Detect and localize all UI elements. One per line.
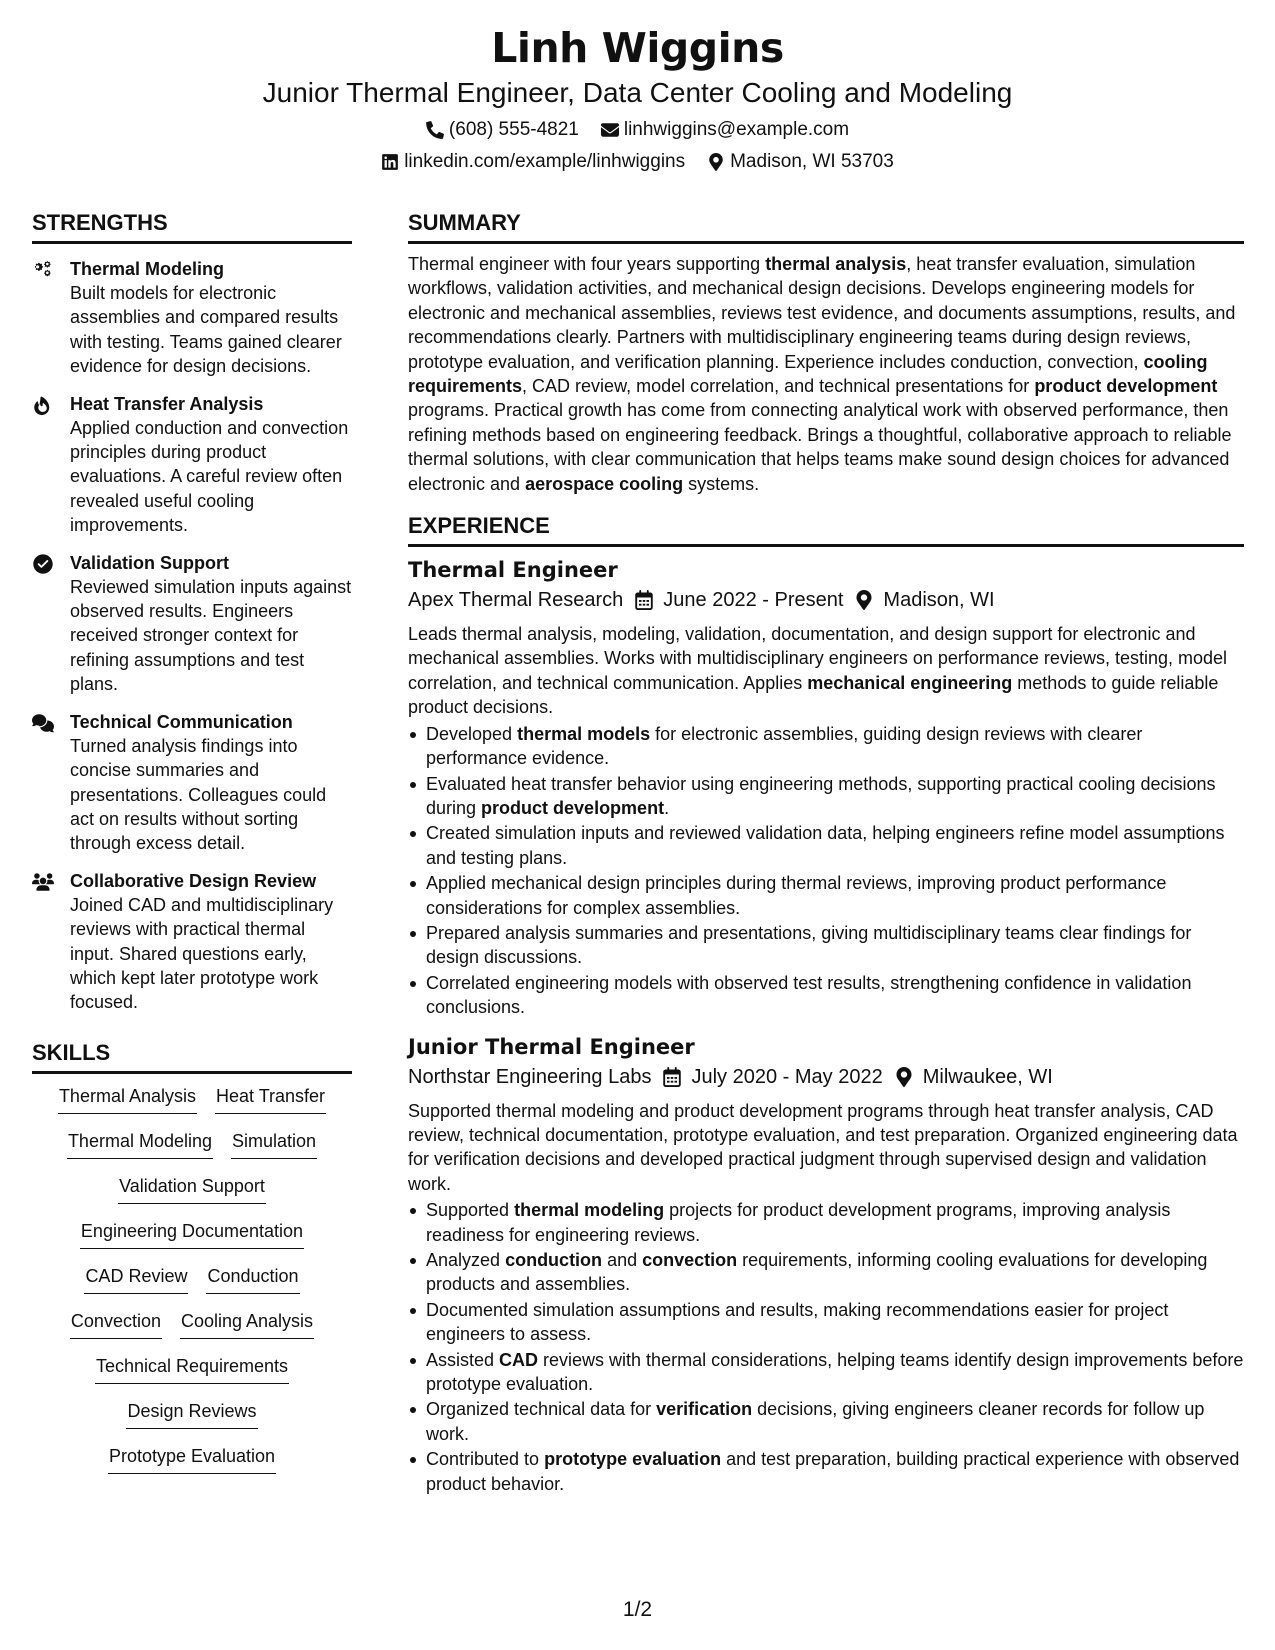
bold-keyword: thermal modeling (514, 1200, 665, 1221)
strength-desc: Built models for electronic assemblies and compared results with testing. Teams gained clearer evidence for design decisions. (70, 283, 342, 377)
map-pin-icon (895, 1067, 913, 1087)
skill-tag: Simulation (231, 1129, 317, 1159)
skill-row (32, 1444, 352, 1489)
text-run: Contributed to (426, 1449, 545, 1470)
skill-row (32, 1129, 352, 1174)
text-run: , heat transfer evaluation, simulation workflows, validation activities, and mechanical design decisions. Develops engineering models for electronic and mechanical assemblies, reviews test evidence, and documents assumptions, results, and recommendations clearly. Partners with multidisciplinary engineering teams during design reviews, prototype evaluation, and verification planning. Experience includes conduction, convection, (408, 254, 1236, 372)
bullet-item (408, 971, 1244, 1020)
job-entry (408, 1032, 1244, 1497)
skill-row (32, 1084, 352, 1129)
map-pin-icon (855, 590, 873, 610)
bold-keyword: convection (642, 1250, 738, 1270)
skill-row (32, 1354, 352, 1399)
skill-row (32, 1174, 352, 1219)
strength-item (32, 551, 352, 697)
job-meta (408, 1063, 1244, 1091)
text-run: . (664, 797, 670, 818)
bullet-item (408, 722, 1244, 771)
text-run: Correlated engineering models with observed test results, strengthening confidence in validation conclusions. (426, 972, 1192, 1018)
summary-heading: SUMMARY (408, 209, 1244, 244)
skill-tag: Cooling Analysis (180, 1309, 314, 1339)
strengths-heading: STRENGTHS (32, 209, 352, 244)
job-dates: June 2022 - Present (663, 589, 844, 612)
flame-icon (32, 395, 54, 415)
candidate-headline: Junior Thermal Engineer, Data Center Cooling and Modeling (262, 77, 1013, 108)
company-name: Northstar Engineering Labs (408, 1065, 652, 1088)
bullet-item (408, 1397, 1244, 1446)
bullet-item (408, 1348, 1244, 1397)
text-run: decisions, giving engineers cleaner records for follow up work. (426, 1399, 1205, 1444)
phone-icon (426, 121, 444, 139)
text-run: Evaluated heat transfer behavior using engineering methods, supporting practical cooling decisions during (426, 773, 1216, 818)
strength-title: Thermal Modeling (70, 259, 225, 279)
strength-title: Technical Communication (70, 711, 293, 732)
strength-desc: Turned analysis findings into concise summaries and presentations. Colleagues could act on results without sorting through excess detail. (70, 735, 327, 854)
users-icon (32, 872, 54, 892)
text-run: Assisted (426, 1349, 500, 1370)
summary-text (408, 252, 1244, 496)
text-run: Supported thermal modeling and product development programs through heat transfer analysis, CAD review, technical documentation, prototype evaluation, and test preparation. Organized engineering data for verification decisions and developed practical judgment through supervised design and validation work. (408, 1100, 1238, 1194)
job-title: Thermal Engineer (408, 558, 618, 583)
phone-contact[interactable] (426, 118, 579, 142)
email-text: linhwiggins@example.com (623, 119, 850, 140)
left-column (32, 209, 352, 1489)
bold-keyword: product development (1034, 376, 1218, 397)
strength-title: Validation Support (70, 552, 230, 573)
bold-keyword: aerospace cooling (525, 473, 684, 494)
linkedin-contact[interactable] (381, 150, 685, 174)
skill-tag: CAD Review (84, 1264, 188, 1294)
skills-list (32, 1084, 352, 1489)
bold-keyword: thermal models (517, 723, 651, 744)
job-bullets (408, 1198, 1244, 1496)
strength-item (32, 869, 352, 1015)
skill-tag: Conduction (206, 1264, 299, 1294)
skill-tag: Thermal Modeling (67, 1129, 213, 1159)
skills-section (32, 1039, 352, 1489)
bullet-item (408, 1447, 1244, 1496)
resume-header (0, 22, 1275, 174)
bullet-item (408, 871, 1244, 920)
text-run: Documented simulation assumptions and results, making recommendations easier for project engineers to assess. (426, 1299, 1169, 1345)
text-run: requirements, informing cooling evaluations for developing products and assemblies. (426, 1250, 1208, 1295)
phone-text: (608) 555-4821 (448, 119, 579, 140)
skill-tag: Engineering Documentation (80, 1219, 304, 1249)
strength-title: Collaborative Design Review (70, 870, 317, 891)
skill-row (32, 1219, 352, 1264)
text-run: Created simulation inputs and reviewed validation data, helping engineers refine model assumptions and testing plans. (426, 823, 1225, 868)
skill-tag: Heat Transfer (215, 1084, 326, 1114)
calendar-icon (635, 590, 653, 610)
check-circle-icon (32, 554, 54, 574)
text-run: Thermal engineer with four years supporting (408, 254, 766, 274)
job-location: Madison, WI (883, 589, 995, 612)
skill-tag: Design Reviews (126, 1399, 257, 1429)
job-description (408, 622, 1244, 720)
job-description (408, 1099, 1244, 1197)
bullet-item (408, 921, 1244, 970)
bullet-item (408, 1248, 1244, 1297)
skill-row (32, 1399, 352, 1444)
linkedin-icon (381, 153, 399, 171)
skills-heading: SKILLS (32, 1039, 352, 1074)
bold-keyword: conduction (505, 1250, 603, 1270)
strength-item (32, 392, 352, 538)
text-run: systems. (683, 473, 760, 494)
bold-keyword: cooling requirements (408, 351, 1208, 397)
map-pin-icon (707, 153, 725, 171)
skill-tag: Technical Requirements (95, 1354, 289, 1384)
text-run: Organized technical data for (426, 1399, 657, 1420)
contact-row-2 (0, 150, 1275, 174)
strength-desc: Joined CAD and multidisciplinary reviews with practical thermal input. Shared questions early, which kept later prototype work focused. (70, 894, 334, 1013)
calendar-icon (663, 1067, 681, 1087)
bullet-item (408, 1198, 1244, 1247)
job-entry (408, 555, 1244, 1020)
page-number: 1/2 (622, 1598, 653, 1621)
bold-keyword: thermal analysis (765, 254, 907, 274)
text-run: Leads thermal analysis, modeling, validation, documentation, and design support for electronic and mechanical assemblies. Works with multidisciplinary engineers on performance reviews, testing, model correlation, and technical communication. Applies (408, 624, 1228, 693)
bold-keyword: product development (481, 797, 665, 818)
contact-row-1 (0, 118, 1275, 142)
gears-icon (32, 260, 54, 280)
envelope-icon (601, 121, 619, 139)
text-run: reviews with thermal considerations, helping teams identify design improvements before prototype evaluation. (426, 1349, 1244, 1395)
bold-keyword: CAD (499, 1349, 539, 1370)
job-dates: July 2020 - May 2022 (691, 1065, 883, 1088)
strength-desc: Applied conduction and convection principles during product evaluations. A careful review often revealed useful cooling improvements. (70, 417, 349, 536)
experience-heading: EXPERIENCE (408, 512, 1244, 547)
linkedin-text: linkedin.com/example/linhwiggins (404, 151, 686, 172)
text-run: Applied mechanical design principles during thermal reviews, improving product performance considerations for complex assemblies. (426, 873, 1167, 918)
job-bullets (408, 722, 1244, 1020)
text-run: Supported (426, 1200, 515, 1221)
text-run: , CAD review, model correlation, and technical presentations for (522, 376, 1035, 397)
text-run: methods to guide reliable product decisions. (408, 672, 1219, 718)
bullet-item (408, 772, 1244, 821)
text-run: programs. Practical growth has come from connecting analytical work with observed performance, then refining methods based on engineering feedback. Brings a thoughtful, collaborative approach to reliable thermal solutions, with clear communication that helps teams make sound design choices for advanced electronic and (408, 400, 1232, 494)
bold-keyword: prototype evaluation (544, 1449, 722, 1470)
location-contact (707, 150, 894, 174)
skill-row (32, 1309, 352, 1354)
strength-item (32, 257, 352, 379)
strength-title: Heat Transfer Analysis (70, 393, 264, 414)
skill-tag: Convection (70, 1309, 162, 1339)
bold-keyword: mechanical engineering (807, 672, 1013, 693)
text-run: and (602, 1250, 643, 1270)
bullet-item (408, 821, 1244, 870)
location-text: Madison, WI 53703 (730, 151, 894, 172)
text-run: Analyzed (426, 1250, 506, 1270)
strength-desc: Reviewed simulation inputs against observed results. Engineers received stronger context for refining assumptions and test plans. (70, 576, 352, 695)
experience-section (408, 512, 1244, 1496)
skill-tag: Prototype Evaluation (108, 1444, 276, 1474)
skill-tag: Thermal Analysis (58, 1084, 197, 1114)
text-run: projects for product development programs, improving analysis readiness for engineering reviews. (426, 1200, 1171, 1245)
text-run: Prepared analysis summaries and presentations, giving multidisciplinary teams clear findings for design discussions. (426, 922, 1192, 968)
text-run: Developed (426, 723, 518, 744)
text-run: and test preparation, building practical experience with observed product behavior. (426, 1449, 1240, 1494)
skill-row (32, 1264, 352, 1309)
candidate-name: Linh Wiggins (491, 24, 784, 72)
text-run: for electronic assemblies, guiding design reviews with clearer performance evidence. (426, 723, 1143, 769)
comments-icon (32, 713, 54, 733)
company-name: Apex Thermal Research (408, 589, 624, 612)
job-location: Milwaukee, WI (922, 1065, 1053, 1088)
bold-keyword: verification (656, 1399, 753, 1420)
strength-item (32, 710, 352, 856)
email-contact[interactable] (601, 118, 849, 142)
right-column (408, 209, 1244, 1497)
job-meta (408, 586, 1244, 614)
skill-tag: Validation Support (118, 1174, 266, 1204)
job-title: Junior Thermal Engineer (408, 1034, 695, 1059)
bullet-item (408, 1298, 1244, 1347)
